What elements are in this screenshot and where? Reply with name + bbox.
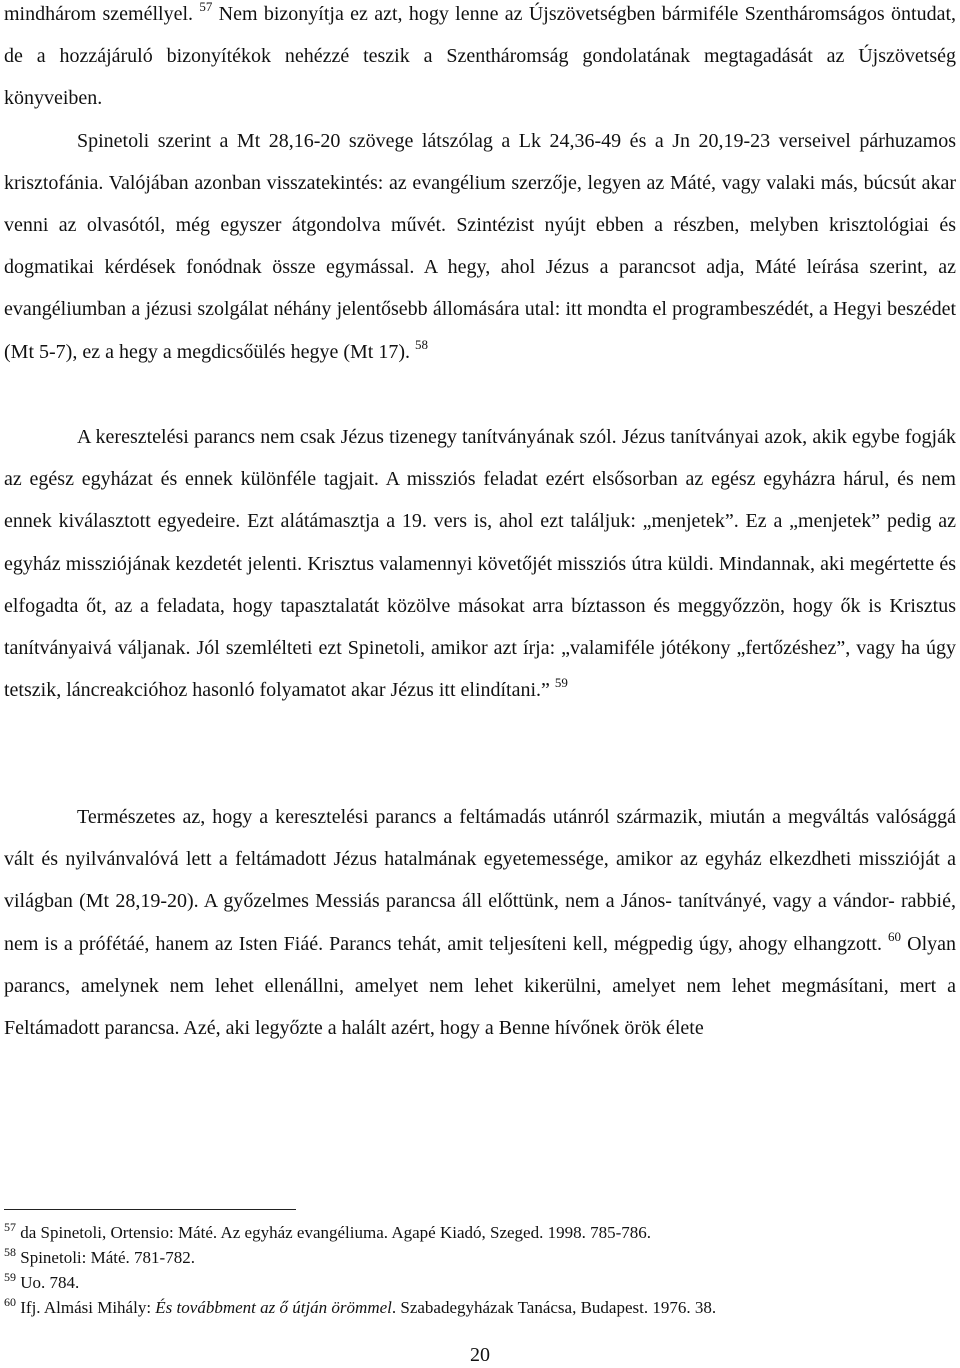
footnote-separator (4, 1209, 296, 1210)
footnote-text: Spinetoli: Máté. 781-782. (16, 1248, 195, 1267)
body-paragraph-1 (4, 0, 956, 373)
footnote-number: 60 (4, 1295, 16, 1309)
footnote-number: 58 (4, 1245, 16, 1259)
footnote-60 (4, 1295, 956, 1320)
footnote-text: Ifj. Almási Mihály: (16, 1298, 156, 1317)
footnote-ref-59[interactable]: 59 (554, 675, 568, 691)
paragraph-text: Spinetoli szerint a Mt 28,16-20 szövege látszólag a Lk 24,36-49 és a Jn 20,19-23 verseivel párhuzamos krisztofánia. Valójában azonban visszatekintés: az evangélium szerzője, legyen az Máté, vagy valaki más, búcsút akar venni az olvasótól, még egyszer átgondolva művét. Szintézist nyújt ebben a részben, melyben krisztológiai és dogmatikai kérdések fonódnak össze egymással. A hegy, ahol Jézus a parancsot adja, Máté leírása szerint, az evangéliumban a jézusi szolgálat néhány jelentősebb állomására utal: itt mondta el programbeszédét, a Hegyi beszédet (Mt 5-7), ez a hegy a megdicsőülés hegye (Mt 17). (4, 129, 956, 363)
footnote-59 (4, 1270, 956, 1295)
footnote-ref-58[interactable]: 58 (415, 336, 428, 352)
footnote-number: 57 (4, 1220, 16, 1234)
footnote-57 (4, 1220, 956, 1245)
paragraph-text: A keresztelési parancs nem csak Jézus tizenegy tanítványának szól. Jézus tanítványai azok, akik egybe fogják az egész egyházat és ennek különféle tagjait. A missziós feladat ezért elsősorban az egész egyházra hárul, és nem ennek kiválasztott egyedeire. Ezt alátámasztja a 19. vers is, ahol ezt találjuk: „menjetek”. Ez a „menjetek” pedig az egyház missziójának kezdetét jelenti. Krisztus valamennyi követőjét missziós útra küldi. Mindannak, aki megértette és elfogadta őt, az a feladata, hogy tapasztalatát közölve másokat arra bíztasson és meggyőzzön, hogy ők is Krisztus tanítványaivá váljanak. Jól szemlélteti ezt Spinetoli, amikor azt írja: „valamiféle jótékony „fertőzéshez”, vagy ha úgy tetszik, láncreakcióhoz hasonló folyamatot akar Jézus itt elindítani.” (4, 426, 956, 702)
paragraph-text: mindhárom személlyel. (4, 3, 194, 25)
footnote-ref-60[interactable]: 60 (888, 928, 902, 944)
footnote-text: da Spinetoli, Ortensio: Máté. Az egyház evangéliuma. Agapé Kiadó, Szeged. 1998. 785-786. (16, 1223, 651, 1242)
footnote-number: 59 (4, 1270, 16, 1284)
footnote-text: Uo. 784. (16, 1273, 80, 1292)
footnote-text: . Szabadegyházak Tanácsa, Budapest. 1976. 38. (391, 1298, 717, 1317)
paragraph-text: Természetes az, hogy a keresztelési parancs a feltámadás utánról származik, miután a megváltás valósággá vált és nyilvánvalóvá lett a feltámadott Jézus hatalmának egyetemessége, amikor az egyház elkezdheti misszióját a világban (Mt 28,19-20). A győzelmes Messiás parancsa áll előttünk, nem a János- tanítványé, vagy a vándor- rabbié, nem is a prófétáé, hanem az Isten Fiáé. Parancs tehát, amit teljesíteni kell, mégpedig úgy, ahogy elhangzott. (4, 806, 956, 955)
paragraph-text: Nem bizonyítja ez azt, hogy lenne az Újszövetségben bármiféle Szentháromságos öntudat, de a hozzájáruló bizonyítékok nehézzé teszik a Szentháromság gondolatának megtagadását az Újszövetség könyveiben. (4, 3, 956, 110)
footnote-ref-57[interactable]: 57 (199, 0, 213, 14)
footnote-58 (4, 1245, 956, 1270)
body-paragraph-3 (4, 796, 956, 1049)
footnotes-section (4, 1220, 956, 1320)
paragraph-text: Olyan parancs, amelynek nem lehet ellenállni, amelyet nem lehet kikerülni, amelyet nem lehet megmásítani, mert a Feltámadott parancsa. Azé, aki legyőzte a halált azért, hogy a Benne hívőnek örök élete (4, 932, 957, 1040)
body-paragraph-2 (4, 416, 956, 711)
footnote-book-title: És továbbment az ő útján örömmel (155, 1298, 392, 1317)
page-number: 20 (470, 1344, 490, 1366)
